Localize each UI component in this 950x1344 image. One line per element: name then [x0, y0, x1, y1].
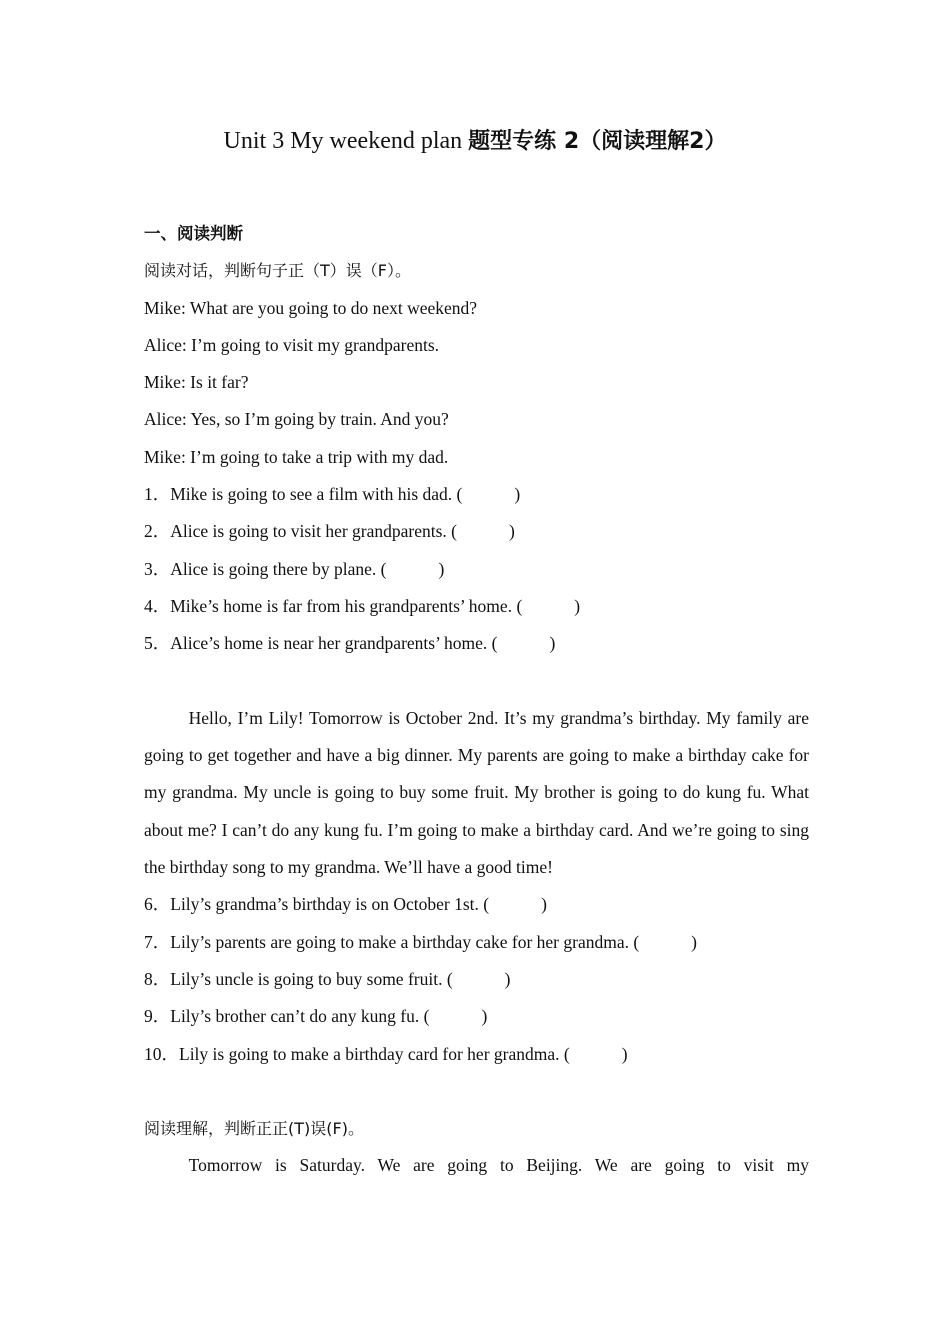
- bracket-close: ): [481, 1006, 488, 1027]
- question-list-2: [144, 886, 809, 1072]
- reading-passage-start: [144, 1147, 809, 1184]
- section-heading: 一、阅读判断: [144, 224, 243, 243]
- question-number: 3．: [144, 558, 171, 579]
- question-text: Mike’s home is far from his grandparents’ home. (: [170, 595, 523, 616]
- question-number: 5．: [144, 633, 171, 654]
- question-item: [144, 551, 809, 588]
- bracket-close: ): [574, 595, 581, 616]
- passage-text: Tomorrow is Saturday. We are going to Beijing. We are going to visit my: [188, 1155, 809, 1176]
- question-number: 4．: [144, 595, 171, 616]
- question-text: Lily’s grandma’s birthday is on October 1st. (: [170, 894, 490, 915]
- question-text: Lily’s parents are going to make a birthday cake for her grandma. (: [170, 931, 640, 952]
- question-text: Alice is going there by plane. (: [170, 558, 387, 579]
- question-number: 6．: [144, 894, 171, 915]
- question-item: [144, 961, 809, 998]
- dialogue-line: Mike: What are you going to do next weekend?: [144, 297, 478, 318]
- question-item: [144, 513, 809, 550]
- section-instruction: 阅读对话，判断句子正（T）误（F）。: [144, 261, 411, 281]
- question-item: [144, 1036, 809, 1073]
- bracket-close: ): [691, 931, 697, 952]
- bracket-close: ): [541, 894, 547, 915]
- document-body: [144, 215, 809, 1185]
- section-instruction: 阅读理解，判断正正(T)误(F)。: [144, 1119, 364, 1139]
- question-number: 8．: [144, 968, 171, 989]
- question-item: [144, 476, 809, 513]
- bracket-close: ): [438, 558, 445, 579]
- question-number: 7．: [144, 931, 171, 952]
- question-item: [144, 625, 809, 662]
- reading-passage: Hello, I’m Lily! Tomorrow is October 2nd. It’s my grandma’s birthday. My family are going to get together and have a big dinner. My parents are going to make a birthday cake for my grandma. My uncle is going to buy some fruit. My brother is going to do kung fu. What about me? I can’t do any kung fu. I’m going to make a birthday card. And we’re going to sing the birthday song to my grandma. We’ll have a good time!: [144, 707, 809, 878]
- question-text: Alice’s home is near her grandparents’ home. (: [170, 633, 498, 654]
- question-text: Mike is going to see a film with his dad. (: [170, 484, 463, 505]
- question-item: [144, 998, 809, 1035]
- spacer: [144, 1073, 809, 1110]
- bracket-close: ): [509, 521, 515, 542]
- title-english: Unit 3 My weekend plan: [223, 128, 469, 154]
- bracket-close: ): [549, 633, 556, 654]
- title-chinese: 题型专练 2（阅读理解2）: [468, 129, 727, 154]
- page-title: [0, 124, 950, 159]
- question-list-1: [144, 476, 809, 662]
- question-item: [144, 886, 809, 923]
- question-text: Alice is going to visit her grandparents. (: [170, 521, 457, 542]
- dialogue-line: Alice: I’m going to visit my grandparents.: [144, 334, 440, 355]
- bracket-close: ): [514, 484, 521, 505]
- question-number: 10．: [144, 1043, 179, 1064]
- question-text: Lily’s uncle is going to buy some fruit. (: [170, 968, 453, 989]
- bracket-close: ): [621, 1043, 628, 1064]
- dialogue: [144, 290, 809, 476]
- question-text: Lily is going to make a birthday card for her grandma. (: [179, 1043, 570, 1064]
- question-number: 2．: [144, 521, 171, 542]
- question-number: 1．: [144, 484, 171, 505]
- dialogue-line: Mike: Is it far?: [144, 372, 249, 393]
- question-text: Lily’s brother can’t do any kung fu. (: [170, 1006, 430, 1027]
- question-number: 9．: [144, 1006, 171, 1027]
- question-item: [144, 924, 809, 961]
- question-item: [144, 588, 809, 625]
- dialogue-line: Mike: I’m going to take a trip with my dad.: [144, 446, 449, 467]
- bracket-close: ): [504, 968, 511, 989]
- spacer: [144, 663, 809, 700]
- dialogue-line: Alice: Yes, so I’m going by train. And you?: [144, 409, 449, 430]
